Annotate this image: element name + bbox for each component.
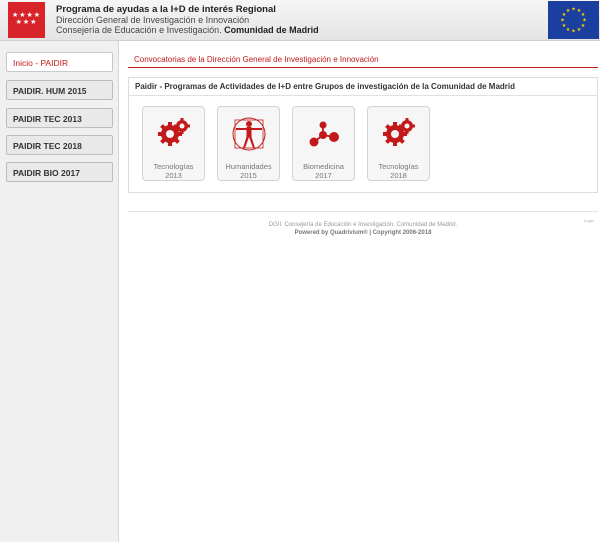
footer xyxy=(128,221,598,237)
section-title: Convocatorias de la Dirección General de Investigación e Innovación xyxy=(128,52,598,68)
tile-label-line2: 2013 xyxy=(165,171,182,180)
tile-label-line2: 2018 xyxy=(390,171,407,180)
molecule-icon xyxy=(305,115,343,153)
tile-label xyxy=(218,162,279,180)
svg-text:★: ★ xyxy=(582,17,587,24)
svg-text:★: ★ xyxy=(565,8,571,14)
footer-credits: DGII. Consejería de Educación e Investigación. Comunidad de Madrid. xyxy=(268,222,458,228)
footer-powered-by: Powered by Quadrivium® | Copyright 2006-2018 xyxy=(294,230,432,236)
tile-tecnologias-2013[interactable] xyxy=(142,106,205,181)
program-title: Programa de ayudas a la I+D de interés Regional xyxy=(56,4,276,15)
tile-tecnologias-2018[interactable] xyxy=(367,106,430,181)
main-content xyxy=(128,52,598,180)
svg-text:★: ★ xyxy=(561,12,567,18)
region-name: Comunidad de Madrid xyxy=(224,25,319,35)
panel-title: Paidir - Programas de Actividades de I+D entre Grupos de investigación de la Comunidad de Madrid xyxy=(129,78,597,96)
svg-text:★: ★ xyxy=(561,23,567,29)
convocatorias-panel xyxy=(128,77,598,193)
tile-label-line2: 2017 xyxy=(315,171,332,180)
header-titles xyxy=(56,5,319,35)
svg-text:★: ★ xyxy=(576,27,582,33)
sidebar-item-inicio[interactable]: Inicio - PAIDIR xyxy=(6,52,113,72)
gears-icon xyxy=(155,115,193,153)
ministry-prefix: Consejería de Educación e Investigación. xyxy=(56,25,222,35)
tile-label-line1: Humanidades xyxy=(225,162,272,171)
tile-label xyxy=(368,162,429,180)
svg-text:★: ★ xyxy=(571,28,576,35)
svg-text:★: ★ xyxy=(576,8,582,14)
tile-label-line1: Tecnologías xyxy=(378,162,419,171)
tile-humanidades-2015[interactable] xyxy=(217,106,280,181)
sidebar-item-paidir-tec-2018[interactable]: PAIDIR TEC 2018 xyxy=(6,135,113,155)
login-link[interactable]: Login xyxy=(584,218,594,223)
sidebar-item-paidir-hum-2015[interactable]: PAIDIR. HUM 2015 xyxy=(6,80,113,100)
tile-label-line1: Biomedicina xyxy=(303,162,344,171)
sidebar-item-paidir-tec-2013[interactable]: PAIDIR TEC 2013 xyxy=(6,108,113,128)
header-bar xyxy=(0,0,600,41)
tile-label xyxy=(143,162,204,180)
sidebar-item-paidir-bio-2017[interactable]: PAIDIR BIO 2017 xyxy=(6,162,113,182)
eu-flag-icon xyxy=(548,1,599,39)
tile-label xyxy=(293,162,354,180)
svg-text:★: ★ xyxy=(571,6,576,13)
cam-stars: ★★★★ ★★★ xyxy=(11,12,42,26)
svg-text:★: ★ xyxy=(580,23,586,29)
tile-label-line1: Tecnologías xyxy=(153,162,194,171)
comunidad-madrid-flag-icon xyxy=(8,2,45,38)
ministry-name xyxy=(56,25,319,35)
svg-text:★: ★ xyxy=(560,17,565,24)
svg-text:★: ★ xyxy=(580,12,586,18)
gears-icon xyxy=(380,115,418,153)
tile-label-line2: 2015 xyxy=(240,171,257,180)
tile-biomedicina-2017[interactable] xyxy=(292,106,355,181)
directorate-name: Dirección General de Investigación e Innovación xyxy=(56,15,250,25)
footer-divider xyxy=(128,211,598,212)
sidebar xyxy=(0,41,119,542)
svg-text:★: ★ xyxy=(565,27,571,33)
vitruvian-man-icon xyxy=(230,115,268,153)
